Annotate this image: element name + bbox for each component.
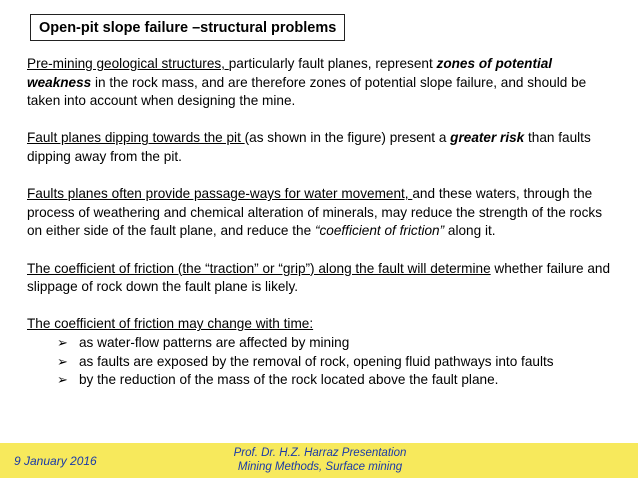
paragraph-friction [27,260,617,297]
text-run: (as shown in the figure) present a [244,130,451,146]
bullet-item [57,353,617,372]
text-run: along it. [444,223,496,239]
paragraph-water-movement [27,185,617,241]
emphasis-phrase: greater risk [450,130,525,146]
footer-date: 9 January 2016 [14,454,97,468]
arrow-bullet-icon: ➢ [57,334,68,350]
text-run: in the rock mass, and are therefore zones of potential slope failure, and should be taken into account when designing the mine. [27,74,587,109]
slide-body [27,55,617,390]
bullet-list [27,334,617,390]
bullet-text: as water-flow patterns are affected by mining [79,334,350,350]
arrow-bullet-icon: ➢ [57,372,68,388]
bullet-text: by the reduction of the mass of the rock located above the fault plane. [79,372,499,388]
footer-course-line: Mining Methods, Surface mining [237,461,403,473]
text-run: than faults dipping away from the pit. [27,130,591,164]
slide-title: Open-pit slope failure –structural problems [30,14,345,41]
italic-phrase: “coefficient of friction” [314,223,445,239]
text-run: and these waters, through the process of weathering and chemical alteration of minerals, may reduce the strength of the rocks on either side of the fault plane, and reduce the [27,186,603,239]
underlined-phrase: Faults planes often provide passage-ways for water movement, [27,186,413,202]
text-run: particularly fault planes, represent [228,56,437,71]
underlined-phrase: The coefficient of friction (the “traction” or “grip”) along the fault will determine [27,260,491,276]
footer-author [210,446,430,474]
paragraph-friction-change [27,315,617,334]
emphasis-phrase: zones of potential weakness [27,56,553,90]
underlined-phrase: Pre-mining geological structures, [27,56,229,71]
paragraph-dip-direction [27,129,617,166]
footer-bar [0,443,638,478]
paragraph-structures [27,55,617,111]
bullet-item [57,371,617,390]
bullet-item [57,334,617,353]
bullet-text: as faults are exposed by the removal of rock, opening fluid pathways into faults [79,353,554,369]
arrow-bullet-icon: ➢ [57,353,68,369]
underlined-phrase: The coefficient of friction may change with time: [27,316,314,332]
underlined-phrase: Fault planes dipping towards the pit [27,130,245,146]
footer-author-line: Prof. Dr. H.Z. Harraz Presentation [233,447,407,459]
text-run: whether failure and slippage of rock down the fault plane is likely. [27,260,611,295]
